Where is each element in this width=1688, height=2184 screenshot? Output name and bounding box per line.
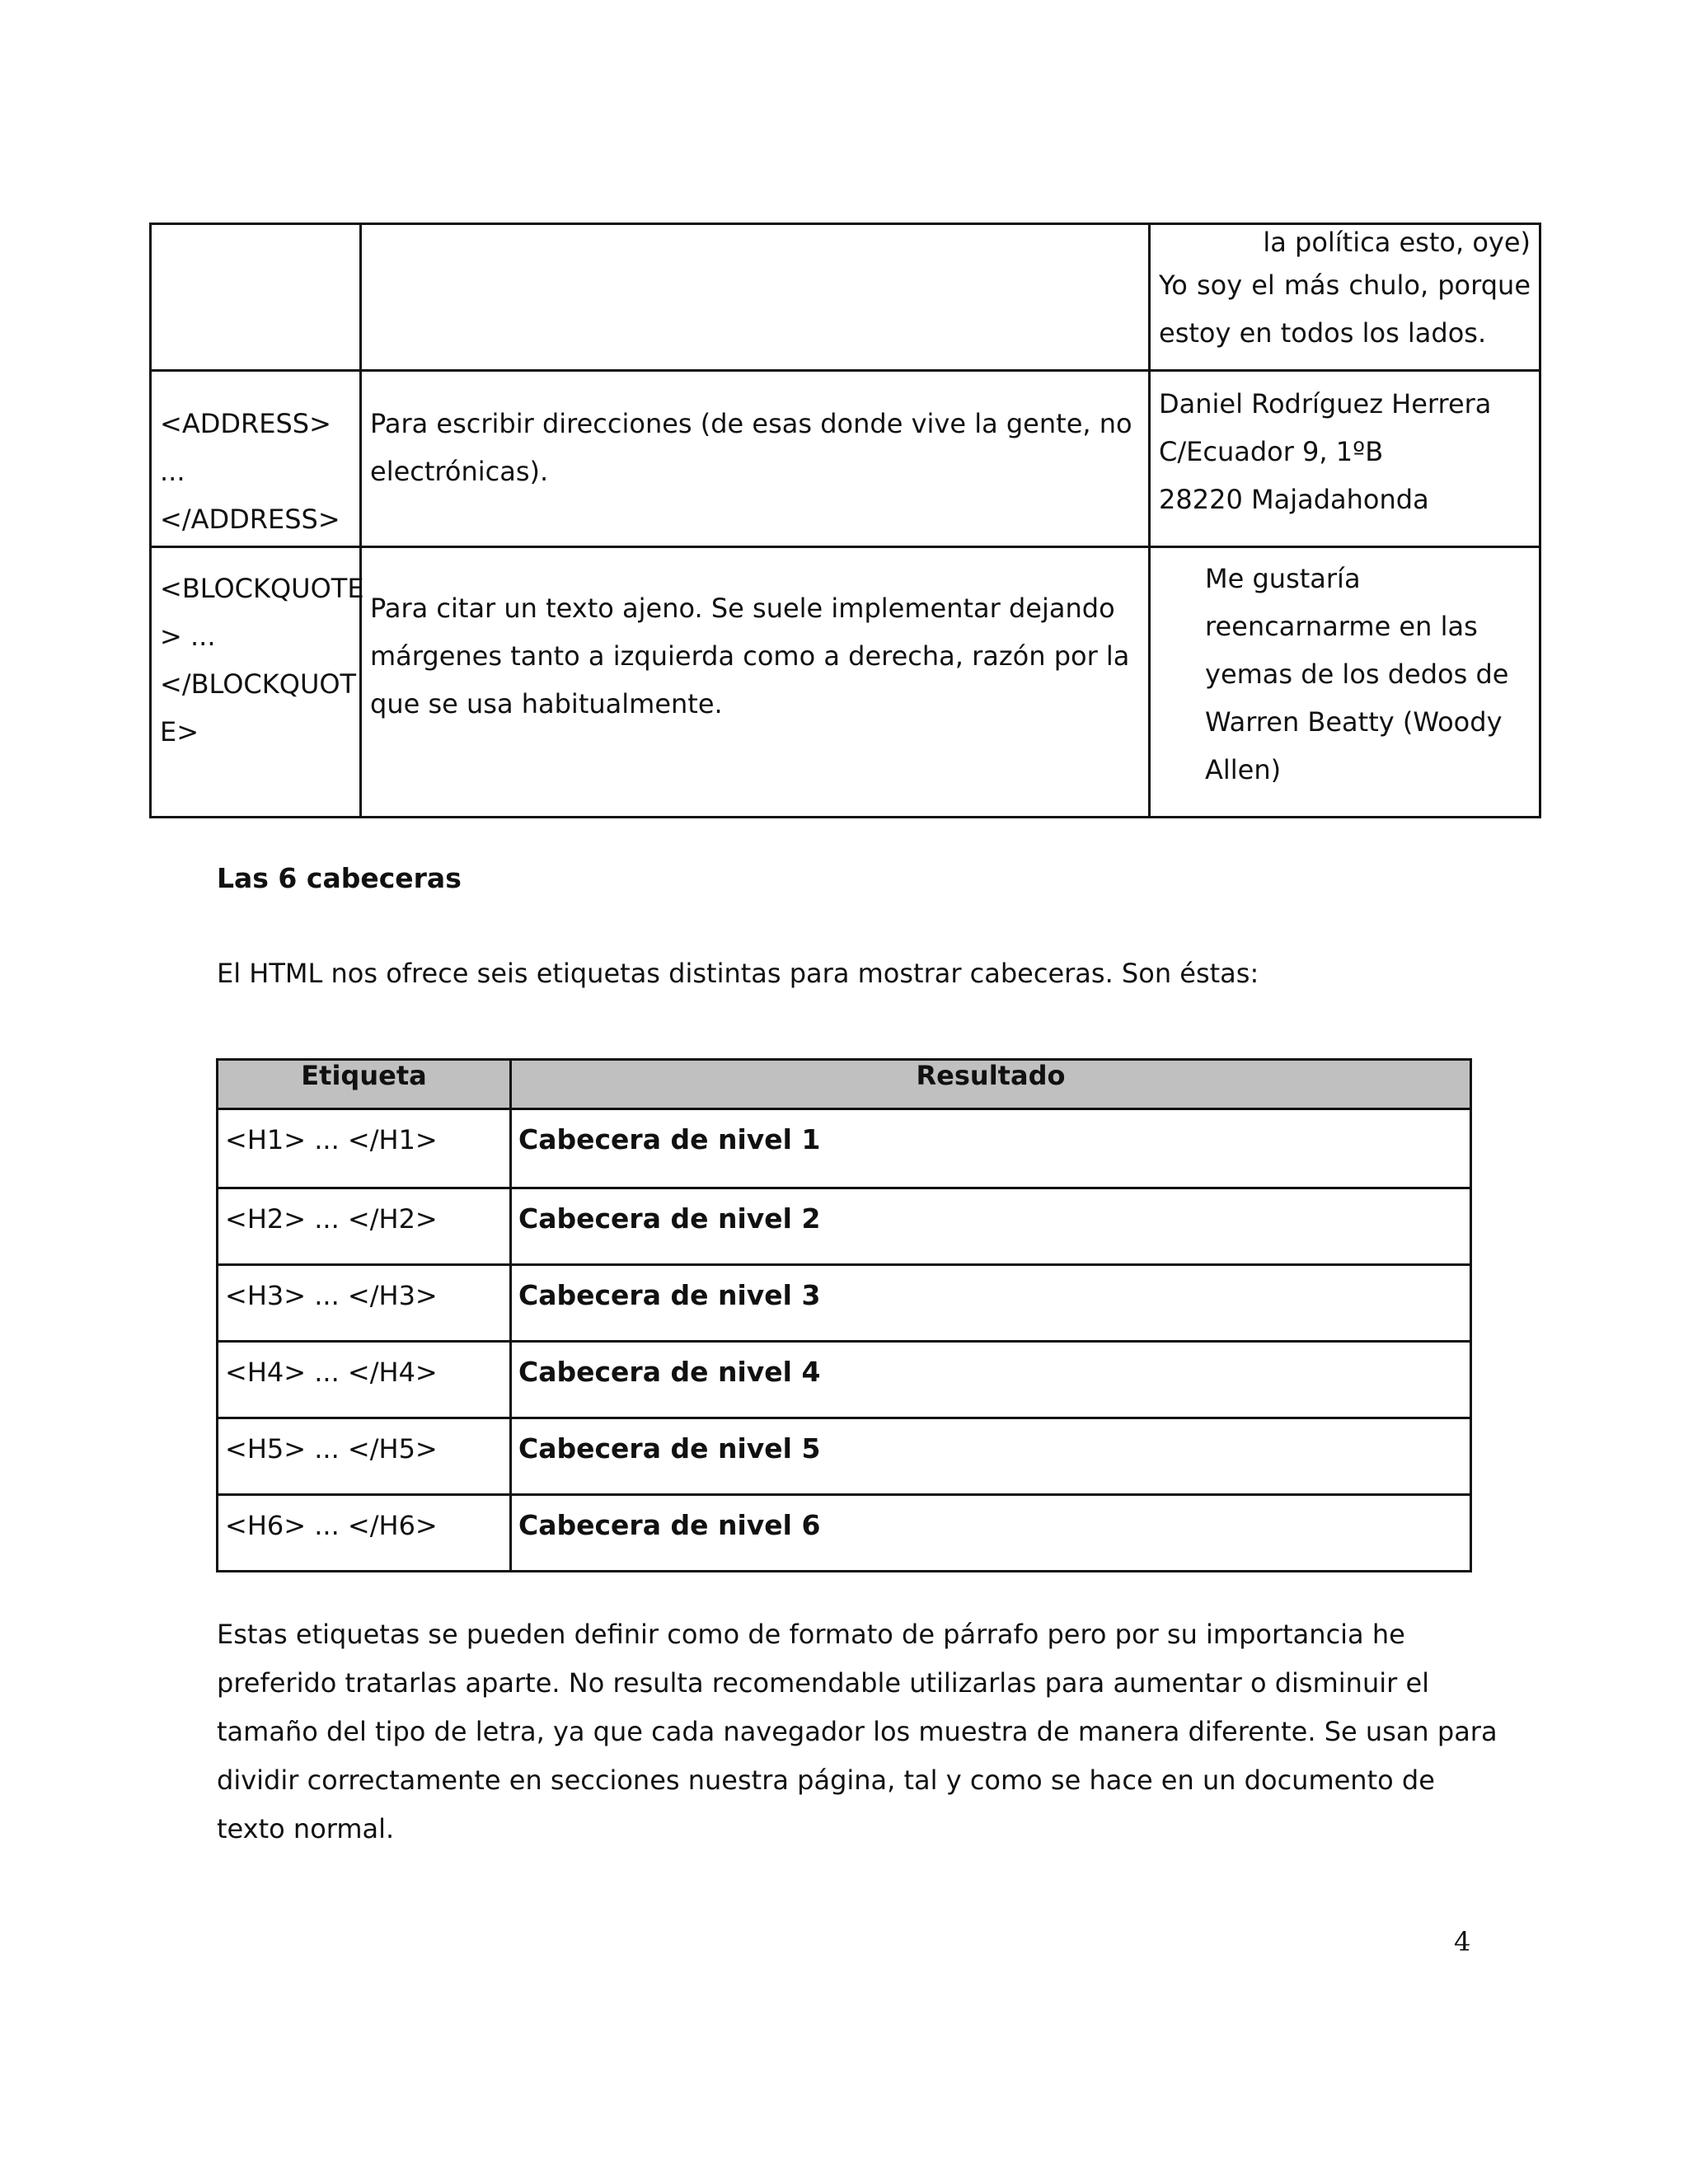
- page-number: 4: [1454, 1926, 1471, 1957]
- table-row: [218, 1265, 1471, 1342]
- column-header-tag: Etiqueta: [218, 1060, 511, 1109]
- address-line: 28220 Majadahonda: [1159, 484, 1429, 515]
- table-row: [151, 371, 1540, 547]
- table-header-row: [218, 1060, 1471, 1109]
- description-cell: [361, 371, 1150, 547]
- example-cell: [1150, 224, 1540, 371]
- result-cell: Cabecera de nivel 6: [511, 1495, 1471, 1572]
- example-cell: [1150, 371, 1540, 547]
- description-text: Para escribir direcciones (de esas donde vive la gente, no electrónicas).: [370, 408, 1132, 487]
- column-header-result: Resultado: [511, 1060, 1471, 1109]
- tags-table-continued: [149, 223, 1541, 818]
- result-cell: Cabecera de nivel 3: [511, 1265, 1471, 1342]
- tag-cell: <H6> ... </H6>: [218, 1495, 511, 1572]
- blockquote-example: Me gustaría reencarnarme en las yemas de los dedos de Warren Beatty (Woody Allen): [1205, 563, 1509, 785]
- table-row: [218, 1109, 1471, 1188]
- tag-cell: [151, 547, 364, 818]
- description-text: Para citar un texto ajeno. Se suele implementar dejando márgenes tanto a izquierda como a derecha, razón por la que se usa habitualmente.: [370, 593, 1130, 719]
- tag-text: <ADDRESS> ... </ADDRESS>: [160, 408, 340, 535]
- table-row: [218, 1188, 1471, 1265]
- address-line: Daniel Rodríguez Herrera: [1159, 388, 1492, 419]
- section-heading: Las 6 cabeceras: [217, 862, 462, 894]
- address-example: [1159, 372, 1531, 523]
- table-row: [151, 224, 1540, 371]
- table-row: [218, 1342, 1471, 1418]
- tag-cell: <H1> ... </H1>: [218, 1109, 511, 1188]
- tag-cell: <H4> ... </H4>: [218, 1342, 511, 1418]
- result-cell: Cabecera de nivel 5: [511, 1418, 1471, 1495]
- tag-cell: <H3> ... </H3>: [218, 1265, 511, 1342]
- description-cell: [361, 224, 1150, 371]
- table-row: [151, 547, 1540, 818]
- result-cell: Cabecera de nivel 1: [511, 1109, 1471, 1188]
- headings-table: [216, 1058, 1472, 1572]
- description-cell: [361, 547, 1150, 818]
- tag-cell: <H2> ... </H2>: [218, 1188, 511, 1265]
- example-cell: [1150, 547, 1540, 818]
- table-row: [218, 1418, 1471, 1495]
- result-cell: Cabecera de nivel 2: [511, 1188, 1471, 1265]
- tag-cell: [151, 371, 361, 547]
- tag-text: <BLOCKQUOTE > ... </BLOCKQUOT E>: [160, 573, 364, 748]
- tag-cell: <H5> ... </H5>: [218, 1418, 511, 1495]
- tag-cell: [151, 224, 361, 371]
- closing-paragraph: Estas etiquetas se pueden definir como de formato de párrafo pero por su importancia he preferido tratarlas aparte. No resulta recomendable utilizarlas para aumentar o disminuir el tamaño del tipo de letra, ya que cada navegador los muestra de manera diferente. Se usan para dividir correctamente en secciones nuestra página, tal y como se hace en un documento de texto normal.: [217, 1619, 1498, 1844]
- example-text-continued: la política esto, oye): [1263, 227, 1531, 258]
- intro-paragraph: El HTML nos ofrece seis etiquetas distintas para mostrar cabeceras. Son éstas:: [217, 958, 1259, 989]
- table-row: [218, 1495, 1471, 1572]
- result-cell: Cabecera de nivel 4: [511, 1342, 1471, 1418]
- address-line: C/Ecuador 9, 1ºB: [1159, 436, 1384, 467]
- example-text: Yo soy el más chulo, porque estoy en todos los lados.: [1159, 269, 1531, 349]
